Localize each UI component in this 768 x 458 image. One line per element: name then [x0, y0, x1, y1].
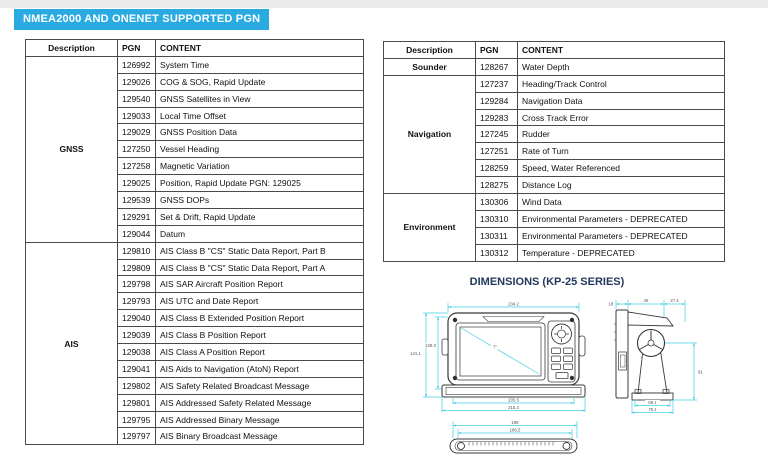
pgn-cell: 129797 [118, 428, 156, 445]
content-cell: Rate of Turn [518, 143, 725, 160]
corner-screw [453, 318, 457, 322]
content-cell: AIS Class B Extended Position Report [156, 310, 364, 327]
pgn-cell: 130311 [476, 227, 518, 244]
column-header-pgn: PGN [476, 42, 518, 59]
content-cell: Set & Drift, Rapid Update [156, 208, 364, 225]
mount-strip [450, 439, 577, 453]
side-base [632, 393, 673, 400]
pgn-table [383, 41, 725, 262]
content-cell: AIS Class B "CS" Static Data Report, Part B [156, 242, 364, 259]
pgn-cell: 129795 [118, 411, 156, 428]
pgn-cell: 129025 [118, 175, 156, 192]
pgn-table-left [25, 39, 364, 445]
dim-label-bracket-outer: 198 [511, 420, 519, 425]
dim-label-side-depth-left: 18 [608, 301, 613, 307]
pgn-cell: 127258 [118, 158, 156, 175]
pgn-cell: 129029 [118, 124, 156, 141]
pgn-cell: 129033 [118, 107, 156, 124]
content-cell: Temperature - DEPRECATED [518, 244, 725, 261]
pgn-table-right [383, 41, 725, 262]
corner-screw [570, 376, 574, 380]
content-cell: AIS Binary Broadcast Message [156, 428, 364, 445]
pgn-cell: 129809 [118, 259, 156, 276]
content-cell: AIS Class B Position Report [156, 327, 364, 344]
column-header-description: Description [384, 42, 476, 59]
content-cell: Environmental Parameters - DEPRECATED [518, 227, 725, 244]
description-cell: Navigation [384, 75, 476, 193]
description-cell: Sounder [384, 58, 476, 75]
pgn-cell: 129040 [118, 310, 156, 327]
content-cell: AIS UTC and Date Report [156, 293, 364, 310]
content-cell: GNSS Satellites in View [156, 90, 364, 107]
dimensions-heading: DIMENSIONS (KP-25 SERIES) [469, 276, 625, 288]
dim-label-front-height-outer: 141.1 [410, 351, 421, 356]
dim-label-front-bottom-inner: 205.5 [508, 397, 519, 403]
content-cell: Vessel Heading [156, 141, 364, 158]
pgn-cell: 129044 [118, 225, 156, 242]
description-cell: Environment [384, 194, 476, 262]
dimensions-diagram [395, 292, 768, 458]
content-cell: System Time [156, 56, 364, 73]
pgn-cell: 127245 [476, 126, 518, 143]
content-cell: AIS Safety Related Broadcast Message [156, 377, 364, 394]
content-cell: Water Depth [518, 58, 725, 75]
dim-label-side-height: 91 [698, 369, 703, 375]
page-title: NMEA2000 AND ONENET SUPPORTED PGN [14, 9, 269, 30]
pgn-cell: 129540 [118, 90, 156, 107]
left-knob [442, 339, 448, 355]
content-cell: Local Time Offset [156, 107, 364, 124]
content-cell: Datum [156, 225, 364, 242]
pgn-cell: 126992 [118, 56, 156, 73]
column-header-content: CONTENT [156, 40, 364, 57]
header-row [384, 42, 725, 59]
pgn-cell: 129284 [476, 92, 518, 109]
pgn-cell: 129539 [118, 192, 156, 209]
content-cell: AIS SAR Aircraft Position Report [156, 276, 364, 293]
pgn-cell: 129802 [118, 377, 156, 394]
content-cell: Distance Log [518, 177, 725, 194]
pgn-cell: 129798 [118, 276, 156, 293]
content-cell: AIS Class B "CS" Static Data Report, Part A [156, 259, 364, 276]
pgn-cell: 130310 [476, 210, 518, 227]
content-cell: Rudder [518, 126, 725, 143]
content-cell: Position, Rapid Update PGN: 129025 [156, 175, 364, 192]
pgn-cell: 127250 [118, 141, 156, 158]
base-bracket [442, 385, 585, 397]
header-row [26, 40, 364, 57]
dim-label-front-width: 234.2 [508, 301, 519, 307]
content-cell: Environmental Parameters - DEPRECATED [518, 210, 725, 227]
content-cell: AIS Aids to Navigation (AtoN) Report [156, 360, 364, 377]
pgn-cell: 128275 [476, 177, 518, 194]
description-cell: GNSS [26, 56, 118, 242]
content-cell: AIS Addressed Safety Related Message [156, 394, 364, 411]
bracket-arm-top [628, 312, 673, 326]
content-cell: GNSS DOPs [156, 192, 364, 209]
dim-label-side-depth-mid: 46 [643, 298, 649, 303]
content-cell: AIS Class A Position Report [156, 344, 364, 361]
content-cell: Navigation Data [518, 92, 725, 109]
page-edge-strip [0, 0, 768, 8]
table-row [26, 56, 364, 73]
pgn-cell: 129038 [118, 344, 156, 361]
content-cell: Speed, Water Referenced [518, 160, 725, 177]
front-view [409, 302, 585, 413]
dim-label-side-depth-right: 27.4 [670, 298, 679, 303]
pgn-cell: 129793 [118, 293, 156, 310]
pgn-cell: 130306 [476, 194, 518, 211]
content-cell: GNSS Position Data [156, 124, 364, 141]
content-cell: Cross Track Error [518, 109, 725, 126]
dim-label-bracket-inner: 186.5 [509, 427, 521, 433]
content-cell: AIS Addressed Binary Message [156, 411, 364, 428]
pgn-cell: 127251 [476, 143, 518, 160]
content-cell: Wind Data [518, 194, 725, 211]
pgn-cell: 129810 [118, 242, 156, 259]
pgn-table [25, 39, 364, 445]
pgn-cell: 129283 [476, 109, 518, 126]
description-cell: AIS [26, 242, 118, 445]
column-header-pgn: PGN [118, 40, 156, 57]
pgn-cell: 129291 [118, 208, 156, 225]
pgn-cell: 129039 [118, 327, 156, 344]
table-row [384, 194, 725, 211]
bracket-view [450, 420, 577, 453]
dim-label-side-bottom-outer: 75.1 [648, 407, 657, 412]
right-knob [579, 336, 585, 356]
dim-label-screen-diagonal: 7" [493, 344, 497, 350]
pgn-cell: 127237 [476, 75, 518, 92]
content-cell: COG & SOG, Rapid Update [156, 73, 364, 90]
pgn-cell: 128259 [476, 160, 518, 177]
dim-label-front-bottom-outer: 215.3 [508, 405, 519, 410]
pgn-cell: 130312 [476, 244, 518, 261]
side-view [608, 298, 703, 414]
pgn-cell: 129801 [118, 394, 156, 411]
content-cell: Heading/Track Control [518, 75, 725, 92]
pgn-cell: 129026 [118, 73, 156, 90]
table-row [384, 58, 725, 75]
content-cell: Magnetic Variation [156, 158, 364, 175]
table-row [26, 242, 364, 259]
column-header-description: Description [26, 40, 118, 57]
pgn-cell: 128267 [476, 58, 518, 75]
dim-label-front-height-inner: 128.3 [425, 343, 436, 348]
dim-label-side-bottom-inner: 69.1 [648, 400, 657, 405]
table-row [384, 75, 725, 92]
pgn-cell: 129041 [118, 360, 156, 377]
column-header-content: CONTENT [518, 42, 725, 59]
